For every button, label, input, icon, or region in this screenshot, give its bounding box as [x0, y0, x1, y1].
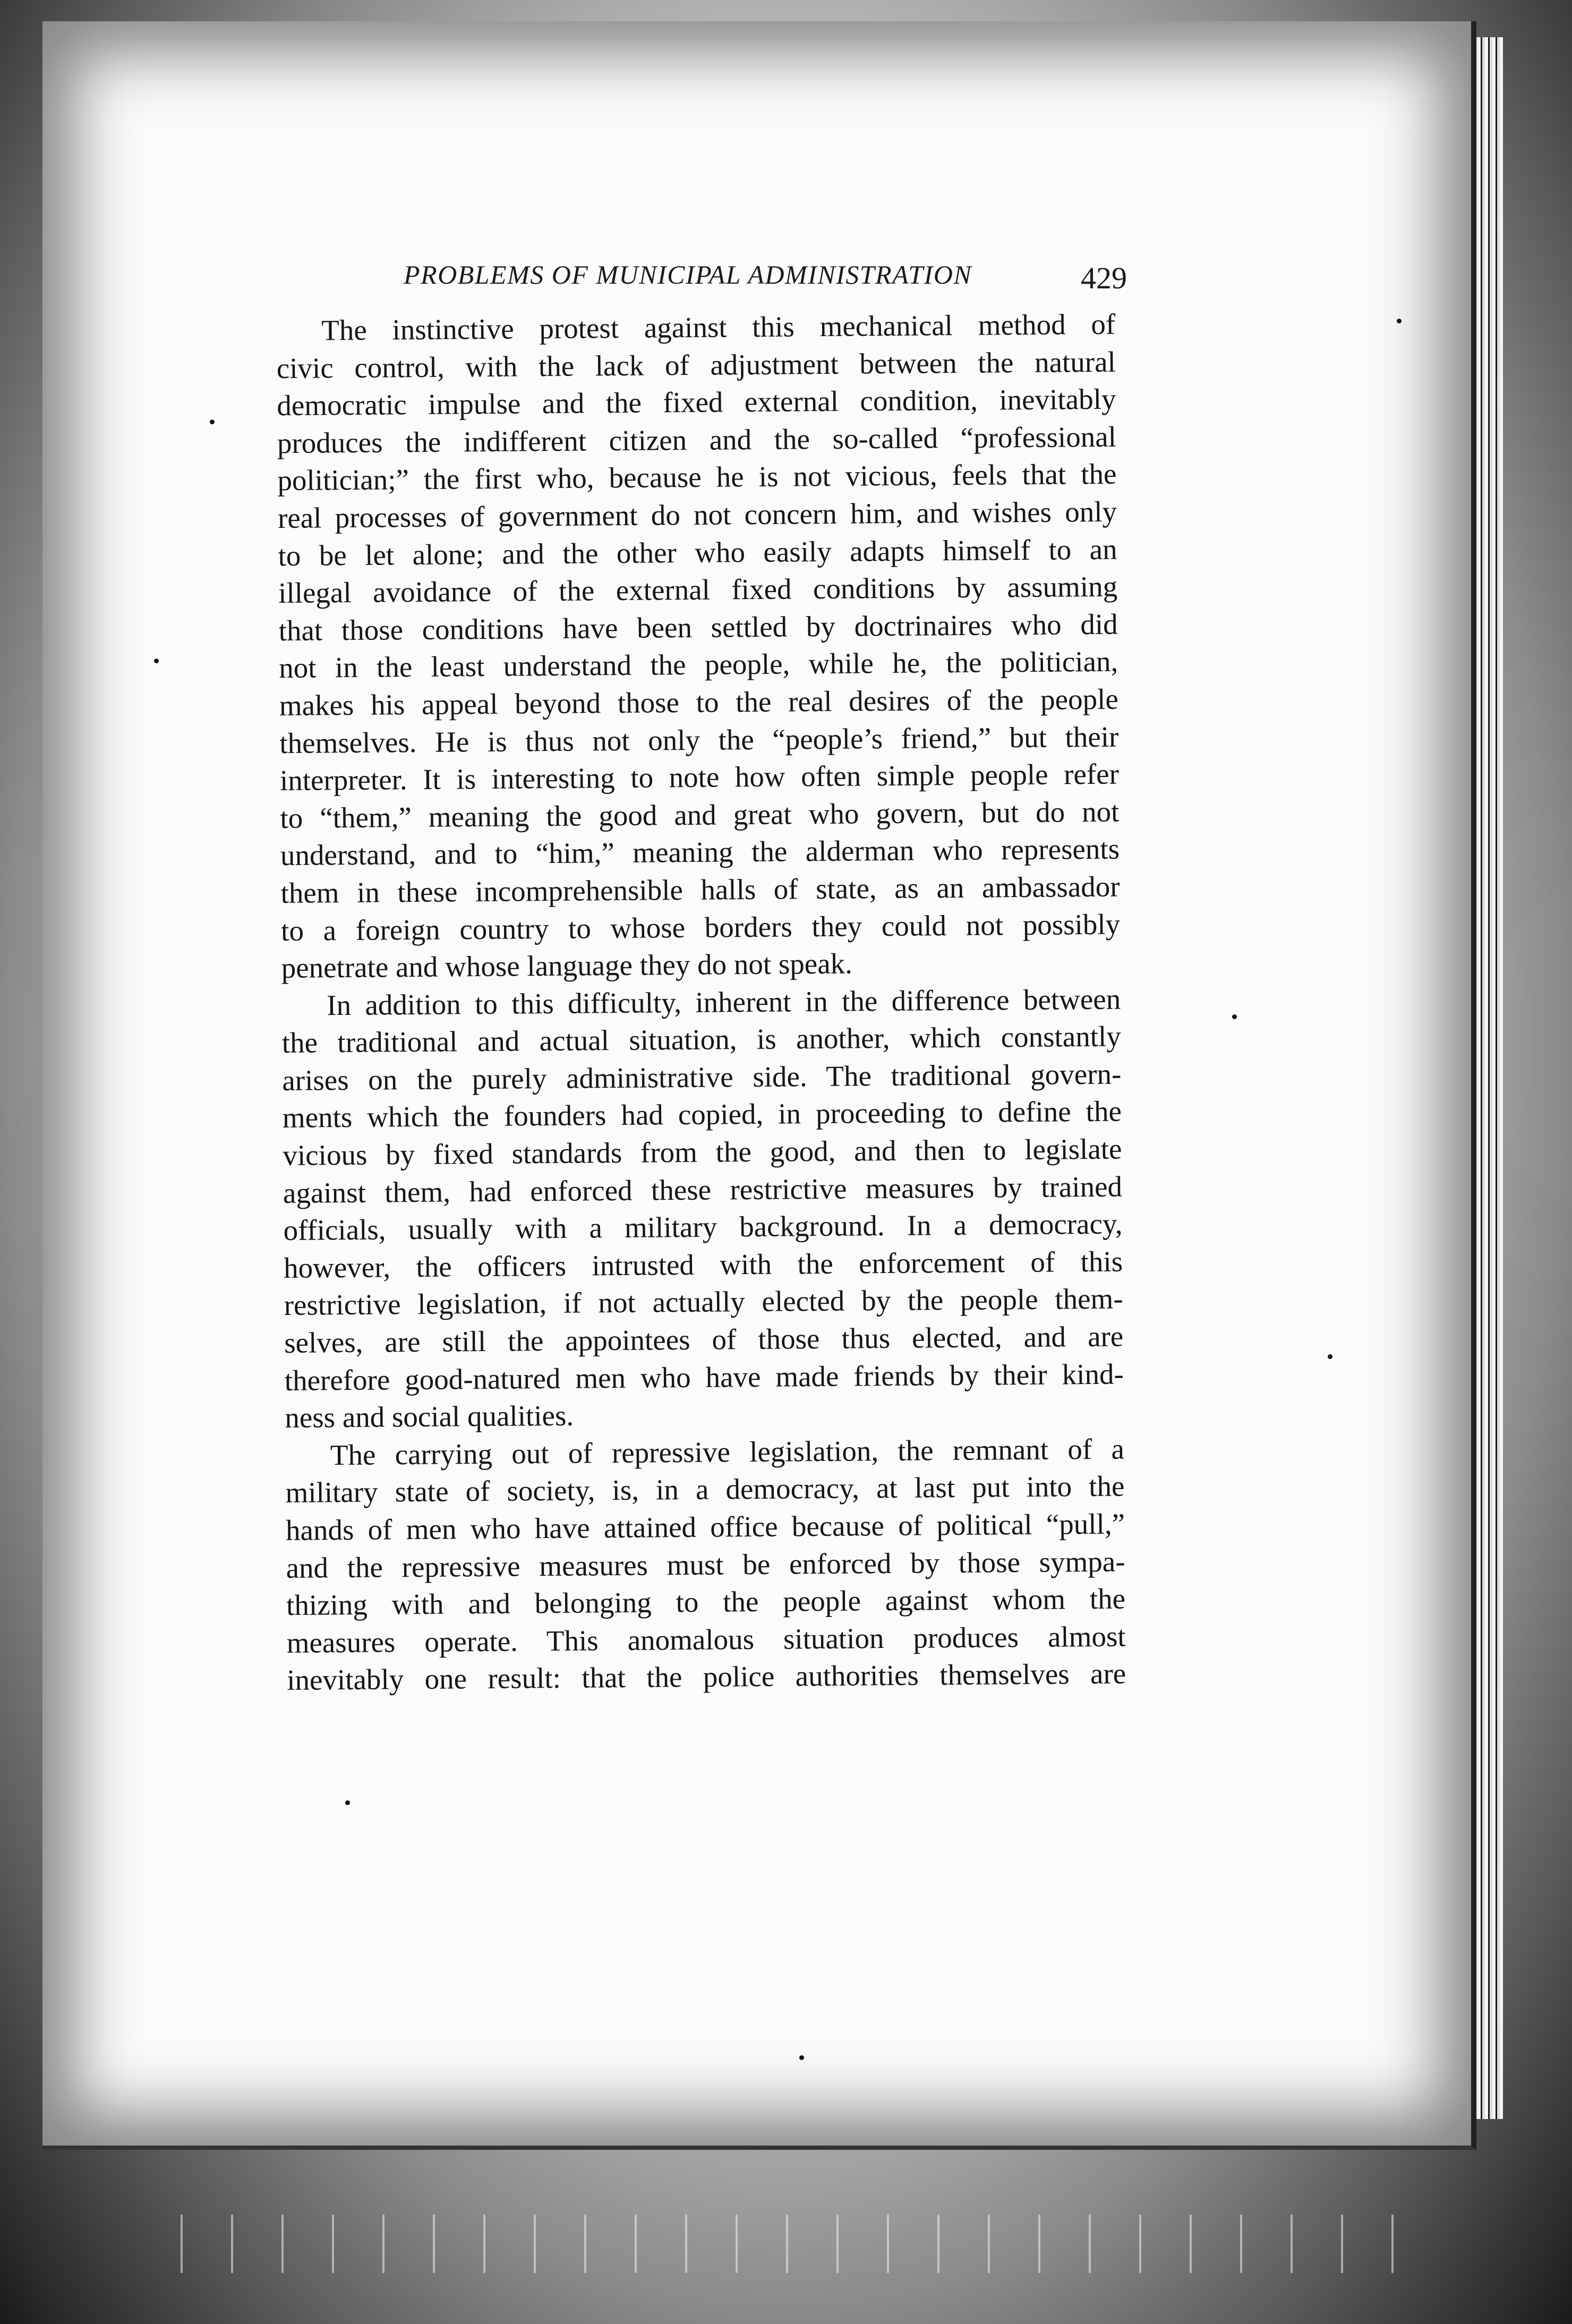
page-number: 429 [1081, 261, 1127, 295]
text-line: however, the officers intrusted with the enforcement of this [283, 1245, 1123, 1284]
text-line: The instinctive protest against this mechanical method of [321, 307, 1116, 347]
text-line: inevitably one result: that the police authorities themselves are [286, 1657, 1126, 1697]
text-line: the traditional and actual situation, is another, which constantly [281, 1020, 1121, 1060]
scan-speck [1232, 1014, 1237, 1019]
text-line: against them, had enforced these restrictive measures by trained [283, 1170, 1123, 1209]
text-line: to be let alone; and the other who easily adapts himself to an [278, 533, 1117, 572]
text-line: penetrate and whose language they do not speak. [281, 947, 853, 985]
text-line: themselves. He is thus not only the “people’s friend,” but their [279, 720, 1119, 759]
text-line: arises on the purely administrative side. The traditional govern- [282, 1057, 1122, 1097]
text-line: produces the indifferent citizen and the so-called “professional [277, 420, 1117, 459]
text-line: that those conditions have been settled by doctrinaires who did [278, 608, 1118, 647]
text-line: vicious by fixed standards from the good, and then to legislate [283, 1132, 1122, 1172]
running-head: PROBLEMS OF MUNICIPAL ADMINISTRATION [404, 260, 972, 289]
text-line: makes his appeal beyond those to the real desires of the people [279, 682, 1119, 722]
text-line: The carrying out of repressive legislation, the remnant of a [330, 1432, 1125, 1472]
text-line: understand, and to “him,” meaning the alderman who represents [280, 832, 1120, 872]
text-line: thizing with and belonging to the people against whom the [286, 1582, 1126, 1622]
text-line: In addition to this difficulty, inherent in the difference between [327, 982, 1121, 1021]
text-line: and the repressive measures must be enforced by those sympa- [286, 1545, 1125, 1584]
text-line: them in these incomprehensible halls of state, as an ambassador [280, 870, 1120, 909]
scan-speck [1328, 1354, 1332, 1359]
scan-speck [154, 659, 159, 663]
text-line: illegal avoidance of the external fixed conditions by assuming [278, 570, 1118, 610]
text-line: restrictive legislation, if not actually elected by the people them- [284, 1282, 1123, 1322]
text-line: hands of men who have attained office because of political “pull,” [285, 1507, 1125, 1547]
text-line: therefore good-natured men who have made friends by their kind- [284, 1357, 1124, 1397]
scan-speck [345, 1800, 350, 1805]
scan-noise [159, 2215, 1434, 2273]
text-line: ness and social qualities. [285, 1399, 574, 1434]
text-line: selves, are still the appointees of those thus elected, and are [284, 1320, 1124, 1359]
text-line: real processes of government do not concern him, and wishes only [277, 495, 1117, 534]
text-line: military state of society, is, in a democracy, at last put into the [285, 1469, 1125, 1509]
scan-speck [210, 420, 215, 424]
scan-speck [799, 2055, 804, 2060]
text-line: officials, usually with a military background. In a democracy, [283, 1207, 1123, 1247]
text-line: measures operate. This anomalous situation produces almost [286, 1620, 1126, 1659]
text-line: politician;” the first who, because he is not vicious, feels that the [277, 457, 1117, 497]
text-line: ments which the founders had copied, in proceeding to define the [282, 1095, 1122, 1134]
body-text [276, 306, 1126, 1699]
text-line: interpreter. It is interesting to note how often simple people refer [279, 757, 1120, 797]
text-line: to a foreign country to whose borders they could not possibly [280, 908, 1121, 947]
text-line: civic control, with the lack of adjustment between the natural [276, 345, 1116, 385]
text-line: democratic impulse and the fixed external condition, inevitably [277, 382, 1116, 422]
scan-speck [1397, 319, 1402, 323]
text-line: to “them,” meaning the good and great who govern, but do not [280, 795, 1120, 834]
text-line: not in the least understand the people, while he, the politician, [279, 645, 1118, 685]
